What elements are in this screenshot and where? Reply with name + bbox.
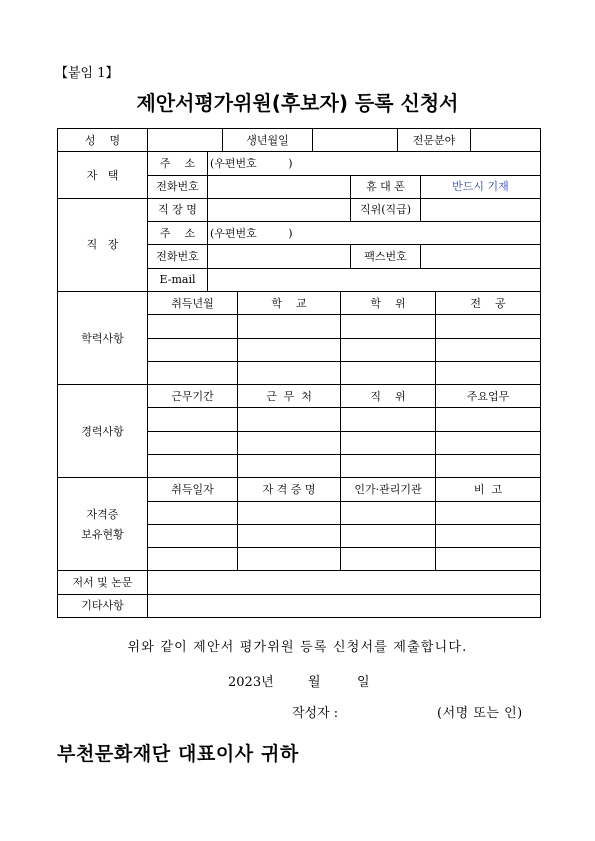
education-row-2-cell-1[interactable] xyxy=(148,339,238,362)
email-field[interactable] xyxy=(208,269,541,292)
home-address-label: 주 소 xyxy=(148,152,208,175)
fax-label: 팩스번호 xyxy=(351,245,421,268)
document-title: 제안서평가위원(후보자) 등록 신청서 xyxy=(136,91,459,115)
education-section-label: 학력사항 xyxy=(58,292,148,385)
home-address-field[interactable]: (우편번호 ) xyxy=(208,152,541,175)
career-row-2-cell-2[interactable] xyxy=(238,432,341,455)
mobile-label: 휴 대 폰 xyxy=(351,176,421,199)
date-year: 2023년 xyxy=(228,675,274,690)
certificates-header-3: 인가·관리기관 xyxy=(341,478,436,501)
birth-date-field[interactable] xyxy=(313,129,398,152)
work-address-label: 주 소 xyxy=(148,222,208,245)
signer-label: 작성자 : xyxy=(292,706,339,721)
certificates-row-3-cell-2[interactable] xyxy=(238,548,341,571)
specialty-label: 전문분야 xyxy=(398,129,471,152)
career-header-3: 직 위 xyxy=(341,385,436,408)
certificates-row-2-cell-3[interactable] xyxy=(341,525,436,548)
education-row-2-cell-4[interactable] xyxy=(436,339,541,362)
other-field[interactable] xyxy=(148,595,541,618)
career-header-1: 근무기간 xyxy=(148,385,238,408)
certificates-row-1-cell-3[interactable] xyxy=(341,502,436,525)
name-label: 성 명 xyxy=(58,129,148,152)
position-label: 직위(직급) xyxy=(351,199,421,222)
email-label: E-mail xyxy=(148,269,208,292)
career-row-1-cell-2[interactable] xyxy=(238,408,341,431)
education-row-3-cell-4[interactable] xyxy=(436,362,541,385)
home-section-label: 자 택 xyxy=(58,152,148,199)
certificates-row-3-cell-3[interactable] xyxy=(341,548,436,571)
certificates-label-line1: 자격증 xyxy=(86,507,119,521)
other-label: 기타사항 xyxy=(58,595,148,618)
addressee: 부천문화재단 대표이사 귀하 xyxy=(57,743,299,765)
birth-date-label: 생년월일 xyxy=(223,129,313,152)
career-row-3-cell-3[interactable] xyxy=(341,455,436,478)
mobile-field[interactable]: 반드시 기재 xyxy=(421,176,541,199)
certificates-row-2-cell-1[interactable] xyxy=(148,525,238,548)
career-row-2-cell-4[interactable] xyxy=(436,432,541,455)
certificates-label-line2: 보유현황 xyxy=(81,527,124,541)
education-row-3-cell-1[interactable] xyxy=(148,362,238,385)
career-row-3-cell-2[interactable] xyxy=(238,455,341,478)
certificates-row-2-cell-4[interactable] xyxy=(436,525,541,548)
certificates-header-1: 취득일자 xyxy=(148,478,238,501)
name-field[interactable] xyxy=(148,129,223,152)
work-phone-label: 전화번호 xyxy=(148,245,208,268)
submission-statement: 위와 같이 제안서 평가위원 등록 신청서를 제출합니다. xyxy=(127,640,468,655)
company-label: 직 장 명 xyxy=(148,199,208,222)
career-row-2-cell-3[interactable] xyxy=(341,432,436,455)
certificates-row-2-cell-2[interactable] xyxy=(238,525,341,548)
fax-field[interactable] xyxy=(421,245,541,268)
education-header-3: 학 위 xyxy=(341,292,436,315)
education-header-2: 학 교 xyxy=(238,292,341,315)
certificates-row-1-cell-2[interactable] xyxy=(238,502,341,525)
company-field[interactable] xyxy=(208,199,351,222)
attachment-label: 【붙임 1】 xyxy=(55,66,119,81)
certificates-row-3-cell-1[interactable] xyxy=(148,548,238,571)
education-row-1-cell-4[interactable] xyxy=(436,315,541,338)
application-form-table xyxy=(57,128,541,618)
specialty-field[interactable] xyxy=(471,129,541,152)
education-row-3-cell-3[interactable] xyxy=(341,362,436,385)
work-phone-field[interactable] xyxy=(208,245,351,268)
education-row-2-cell-2[interactable] xyxy=(238,339,341,362)
education-row-1-cell-2[interactable] xyxy=(238,315,341,338)
education-header-1: 취득년월 xyxy=(148,292,238,315)
date-day: 일 xyxy=(357,675,370,690)
certificates-header-4: 비 고 xyxy=(436,478,541,501)
date-month: 월 xyxy=(308,675,321,690)
career-header-4: 주요업무 xyxy=(436,385,541,408)
work-section-label: 직 장 xyxy=(58,199,148,292)
education-row-2-cell-3[interactable] xyxy=(341,339,436,362)
certificates-section-label xyxy=(58,478,148,571)
career-row-2-cell-1[interactable] xyxy=(148,432,238,455)
certificates-row-1-cell-1[interactable] xyxy=(148,502,238,525)
certificates-row-1-cell-4[interactable] xyxy=(436,502,541,525)
career-row-3-cell-4[interactable] xyxy=(436,455,541,478)
home-phone-label: 전화번호 xyxy=(148,176,208,199)
home-phone-field[interactable] xyxy=(208,176,351,199)
publications-label: 저서 및 논문 xyxy=(58,571,148,594)
career-section-label: 경력사항 xyxy=(58,385,148,478)
education-row-1-cell-1[interactable] xyxy=(148,315,238,338)
signature-note: (서명 또는 인) xyxy=(437,706,523,721)
career-row-1-cell-3[interactable] xyxy=(341,408,436,431)
career-row-3-cell-1[interactable] xyxy=(148,455,238,478)
career-row-1-cell-4[interactable] xyxy=(436,408,541,431)
education-row-3-cell-2[interactable] xyxy=(238,362,341,385)
education-row-1-cell-3[interactable] xyxy=(341,315,436,338)
education-header-4: 전 공 xyxy=(436,292,541,315)
position-field[interactable] xyxy=(421,199,541,222)
work-address-field[interactable]: (우편번호 ) xyxy=(208,222,541,245)
career-header-2: 근 무 처 xyxy=(238,385,341,408)
career-row-1-cell-1[interactable] xyxy=(148,408,238,431)
certificates-header-2: 자 격 증 명 xyxy=(238,478,341,501)
publications-field[interactable] xyxy=(148,571,541,594)
certificates-row-3-cell-4[interactable] xyxy=(436,548,541,571)
